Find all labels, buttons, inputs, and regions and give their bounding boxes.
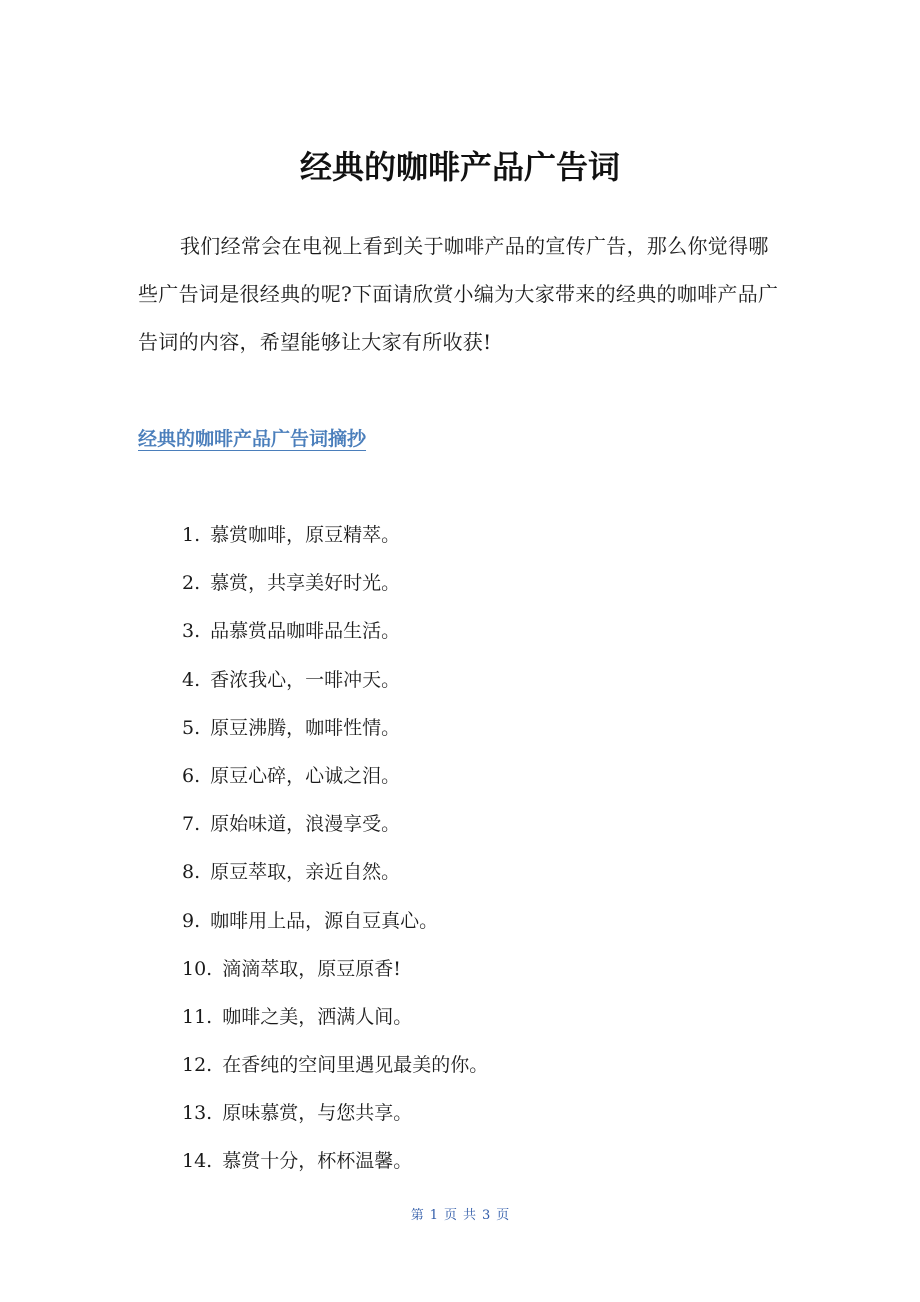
list-item-text: 品慕赏品咖啡品生活。 [210,620,401,643]
footer-label-total: 共 [463,1208,477,1223]
list-item [182,1137,488,1185]
section-heading-link[interactable]: 经典的咖啡产品广告词摘抄 [138,428,367,450]
list-item-text: 在香纯的空间里遇见最美的你。 [222,1054,489,1077]
list-item-text: 原豆萃取，亲近自然。 [210,861,401,884]
list-item-number: 10. [182,957,213,980]
document-title: 经典的咖啡产品广告词 [299,148,620,186]
intro-paragraph: 我们经常会在电视上看到关于咖啡产品的宣传广告，那么你觉得哪些广告词是很经典的呢?下面请欣赏小编为大家带来的经典的咖啡产品广告词的内容，希望能够让大家有所收获! [138,234,779,354]
footer-current-page: 1 [429,1208,438,1223]
slogan-list [182,511,488,1186]
list-item [182,607,488,655]
list-item-text: 咖啡之美，洒满人间。 [222,1005,413,1028]
list-item-text: 滴滴萃取，原豆原香! [222,957,401,980]
list-item-number: 1. [182,524,201,546]
list-item-number: 6. [182,764,201,787]
list-item [182,704,488,752]
list-item-text: 慕赏咖啡，原豆精萃。 [210,524,401,546]
footer-label-page-unit: 页 [443,1208,457,1223]
list-item-text: 原豆沸腾，咖啡性情。 [210,716,401,739]
list-item-text: 咖啡用上品，源自豆真心。 [210,909,439,932]
list-item [182,945,488,993]
list-item [182,993,488,1041]
list-item [182,800,488,848]
list-item [182,897,488,945]
list-item-number: 7. [182,813,201,836]
list-item-number: 3. [182,620,201,643]
footer-label-total-unit: 页 [496,1208,510,1223]
list-item-number: 8. [182,861,201,884]
footer-label-page: 第 [410,1208,424,1223]
list-item-number: 11. [182,1005,213,1028]
list-item-text: 香浓我心，一啡冲天。 [210,668,401,691]
list-item [182,656,488,704]
list-item-text: 原味慕赏，与您共享。 [222,1102,413,1125]
list-item-text: 慕赏十分，杯杯温馨。 [222,1150,413,1173]
list-item [182,1041,488,1089]
list-item-number: 9. [182,909,201,932]
list-item [182,1089,488,1137]
list-item [182,559,488,607]
list-item-text: 原始味道，浪漫享受。 [210,813,401,836]
list-item-text: 慕赏，共享美好时光。 [210,572,401,595]
list-item [182,511,488,559]
list-item [182,752,488,800]
list-item [182,848,488,896]
list-item-text: 原豆心碎，心诚之泪。 [210,764,401,787]
list-item-number: 5. [182,716,201,739]
page-footer [0,1206,920,1226]
footer-total-pages: 3 [482,1208,491,1223]
list-item-number: 12. [182,1054,213,1077]
list-item-number: 14. [182,1150,213,1173]
list-item-number: 4. [182,668,201,691]
list-item-number: 2. [182,572,201,595]
list-item-number: 13. [182,1102,213,1125]
